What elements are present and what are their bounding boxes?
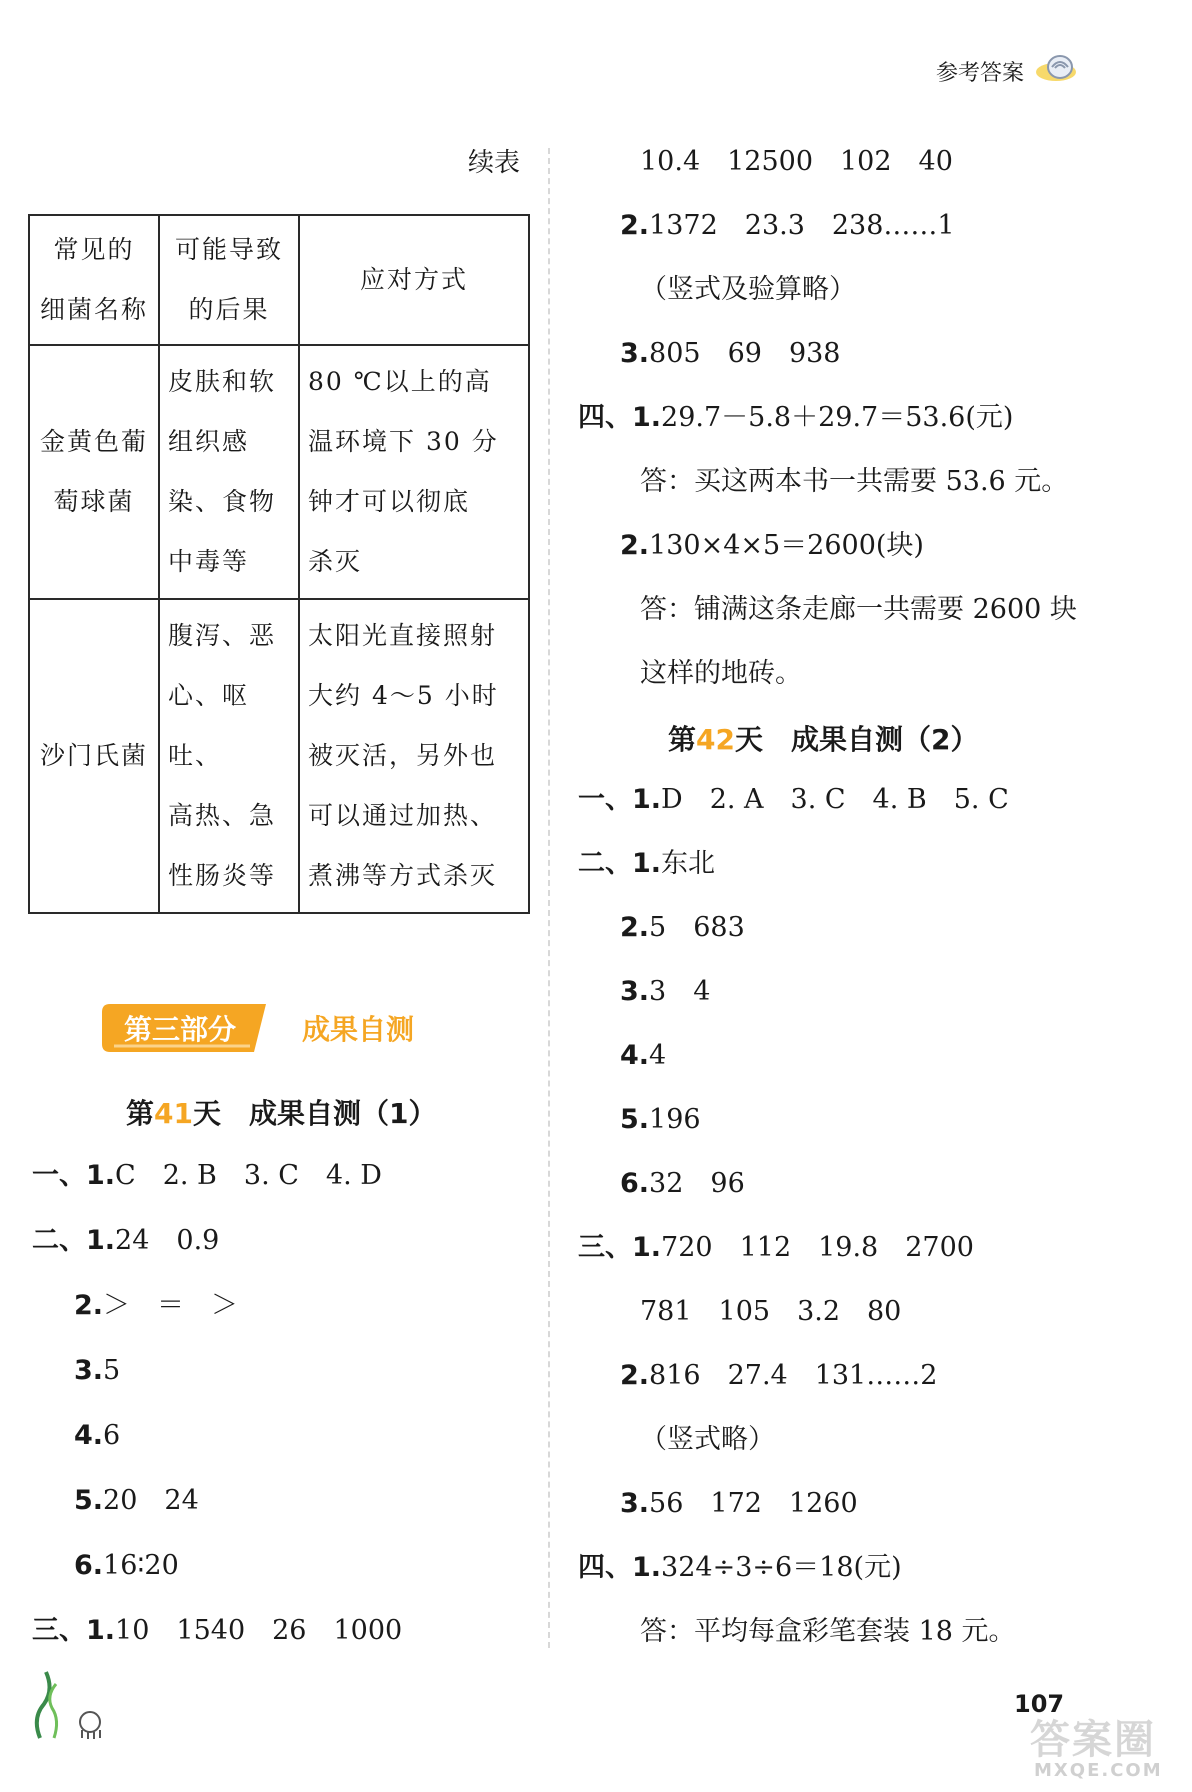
table-header-cell: 应对方式 <box>299 215 529 345</box>
day42-title-suffix: 天 成果自测（2） <box>734 723 979 756</box>
answer-label: 3. <box>74 1355 104 1386</box>
answer-text: 答：铺满这条走廊一共需要 2600 块 <box>640 594 1077 625</box>
answer-line <box>32 1611 402 1651</box>
answer-line <box>620 1484 858 1524</box>
answer-label: 3. <box>620 976 650 1007</box>
answer-line <box>578 1228 974 1268</box>
table-cell: 腹泻、恶 心、呕吐、 高热、急 性肠炎等 <box>159 599 299 913</box>
answer-line <box>32 1221 219 1261</box>
answer-label: 5. <box>74 1485 104 1516</box>
table-header-row <box>29 215 529 345</box>
answer-line <box>578 398 1013 438</box>
answer-label: 三、1. <box>32 1615 116 1646</box>
answer-text: D 2. A 3. C 4. B 5. C <box>661 784 1009 815</box>
answer-label: 四、1. <box>578 402 662 433</box>
answer-line <box>640 142 953 182</box>
answer-text: 3 4 <box>649 976 711 1007</box>
answer-text: 324÷3÷6＝18(元) <box>661 1552 902 1583</box>
answer-line <box>620 1100 701 1140</box>
table-row <box>29 345 529 599</box>
bacteria-table <box>28 214 530 914</box>
answer-text: 10 1540 26 1000 <box>115 1615 403 1646</box>
table-cell: 金黄色葡 萄球菌 <box>29 345 159 599</box>
day42-title <box>668 718 978 758</box>
answer-line <box>620 908 745 948</box>
answer-label: 2. <box>620 1360 650 1391</box>
answer-text: 5 <box>103 1355 121 1386</box>
answer-label: 2. <box>74 1290 104 1321</box>
answer-text: 816 27.4 131……2 <box>649 1360 938 1391</box>
answer-text: 130×4×5＝2600(块) <box>649 530 924 561</box>
answer-line <box>620 1356 937 1396</box>
table-cell: 80 ℃以上的高 温环境下 30 分 钟才可以彻底 杀灭 <box>299 345 529 599</box>
answer-label: 6. <box>620 1168 650 1199</box>
answer-line <box>74 1416 120 1456</box>
answer-text: 196 <box>649 1104 701 1135</box>
answer-line <box>74 1351 120 1391</box>
watermark-url: MXQE.COM <box>1034 1760 1163 1781</box>
answer-text: ＞ ＝ ＞ <box>103 1290 239 1321</box>
answer-label: 2. <box>620 530 650 561</box>
column-divider <box>548 148 550 1648</box>
page-number: 107 <box>1014 1690 1065 1718</box>
answer-text: （竖式略） <box>640 1424 775 1455</box>
answer-text: 东北 <box>661 848 716 879</box>
answer-text: 10.4 12500 102 40 <box>640 146 953 177</box>
answer-text: 20 24 <box>103 1485 199 1516</box>
watermark-logo: 答案圈 <box>1030 1717 1156 1763</box>
answer-line <box>620 334 840 374</box>
answer-text: 4 <box>649 1040 667 1071</box>
banner-part-label: 第三部分 <box>124 1013 237 1046</box>
answer-line <box>640 462 1068 502</box>
answer-label: 4. <box>620 1040 650 1071</box>
answer-line <box>74 1546 179 1586</box>
answer-text: 16∶20 <box>103 1550 179 1581</box>
answer-label: 2. <box>620 912 650 943</box>
answer-text: 答：买这两本书一共需要 53.6 元。 <box>640 466 1069 497</box>
answer-line <box>640 1420 775 1460</box>
banner-subtitle: 成果自测 <box>302 1013 415 1046</box>
answer-label: 三、1. <box>578 1232 662 1263</box>
answer-text: 805 69 938 <box>649 338 841 369</box>
day41-number: 41 <box>154 1097 193 1130</box>
answer-text: 这样的地砖。 <box>640 658 802 689</box>
answer-line <box>578 844 715 884</box>
answer-label: 6. <box>74 1550 104 1581</box>
shell-icon <box>1030 54 1078 84</box>
table-cell: 皮肤和软 组织感 染、食物 中毒等 <box>159 345 299 599</box>
answer-line <box>578 780 1009 820</box>
table-header-cell: 常见的 细菌名称 <box>29 215 159 345</box>
answer-text: 29.7－5.8＋29.7＝53.6(元) <box>661 402 1014 433</box>
answer-text: 6 <box>103 1420 121 1451</box>
answer-text: 1372 23.3 238……1 <box>649 210 955 241</box>
answer-label: 5. <box>620 1104 650 1135</box>
table-header-cell: 可能导致 的后果 <box>159 215 299 345</box>
answer-text: 56 172 1260 <box>649 1488 858 1519</box>
answer-text: 720 112 19.8 2700 <box>661 1232 974 1263</box>
answer-line <box>32 1156 382 1196</box>
answer-text: 781 105 3.2 80 <box>640 1296 902 1327</box>
seaweed-decoration-icon <box>30 1668 120 1740</box>
answer-line <box>620 1164 745 1204</box>
answer-line <box>74 1286 238 1326</box>
answer-line <box>640 654 802 694</box>
day42-title-prefix: 第 <box>668 723 697 756</box>
day41-title <box>126 1092 436 1132</box>
answer-text: 5 683 <box>649 912 745 943</box>
answer-text: 答：平均每盒彩笔套装 18 元。 <box>640 1616 1016 1647</box>
answer-label: 四、1. <box>578 1552 662 1583</box>
answer-text: （竖式及验算略） <box>640 274 856 305</box>
table-row <box>29 599 529 913</box>
answer-line <box>620 526 924 566</box>
answer-text: 32 96 <box>649 1168 745 1199</box>
answer-line <box>578 1548 902 1588</box>
answer-label: 二、1. <box>578 848 662 879</box>
answer-text: 24 0.9 <box>115 1225 220 1256</box>
day41-title-prefix: 第 <box>126 1097 155 1130</box>
table-caption: 续表 <box>468 148 521 178</box>
answer-label: 一、1. <box>578 784 662 815</box>
table-cell: 沙门氏菌 <box>29 599 159 913</box>
answer-label: 一、1. <box>32 1160 116 1191</box>
answer-line <box>640 270 856 310</box>
answer-label: 2. <box>620 210 650 241</box>
answer-line <box>620 206 955 246</box>
answer-line <box>74 1481 199 1521</box>
day42-number: 42 <box>696 723 735 756</box>
answer-line <box>620 972 710 1012</box>
day41-title-suffix: 天 成果自测（1） <box>192 1097 437 1130</box>
answer-line <box>640 590 1077 630</box>
answer-text: C 2. B 3. C 4. D <box>115 1160 382 1191</box>
answer-label: 4. <box>74 1420 104 1451</box>
table-cell: 太阳光直接照射 大约 4～5 小时 被灭活，另外也 可以通过加热、 煮沸等方式杀灭 <box>299 599 529 913</box>
answer-label: 3. <box>620 338 650 369</box>
answer-line <box>640 1292 901 1332</box>
answer-label: 二、1. <box>32 1225 116 1256</box>
header-title: 参考答案 <box>936 61 1025 86</box>
answer-line <box>620 1036 666 1076</box>
answer-label: 3. <box>620 1488 650 1519</box>
answer-line <box>640 1612 1016 1652</box>
